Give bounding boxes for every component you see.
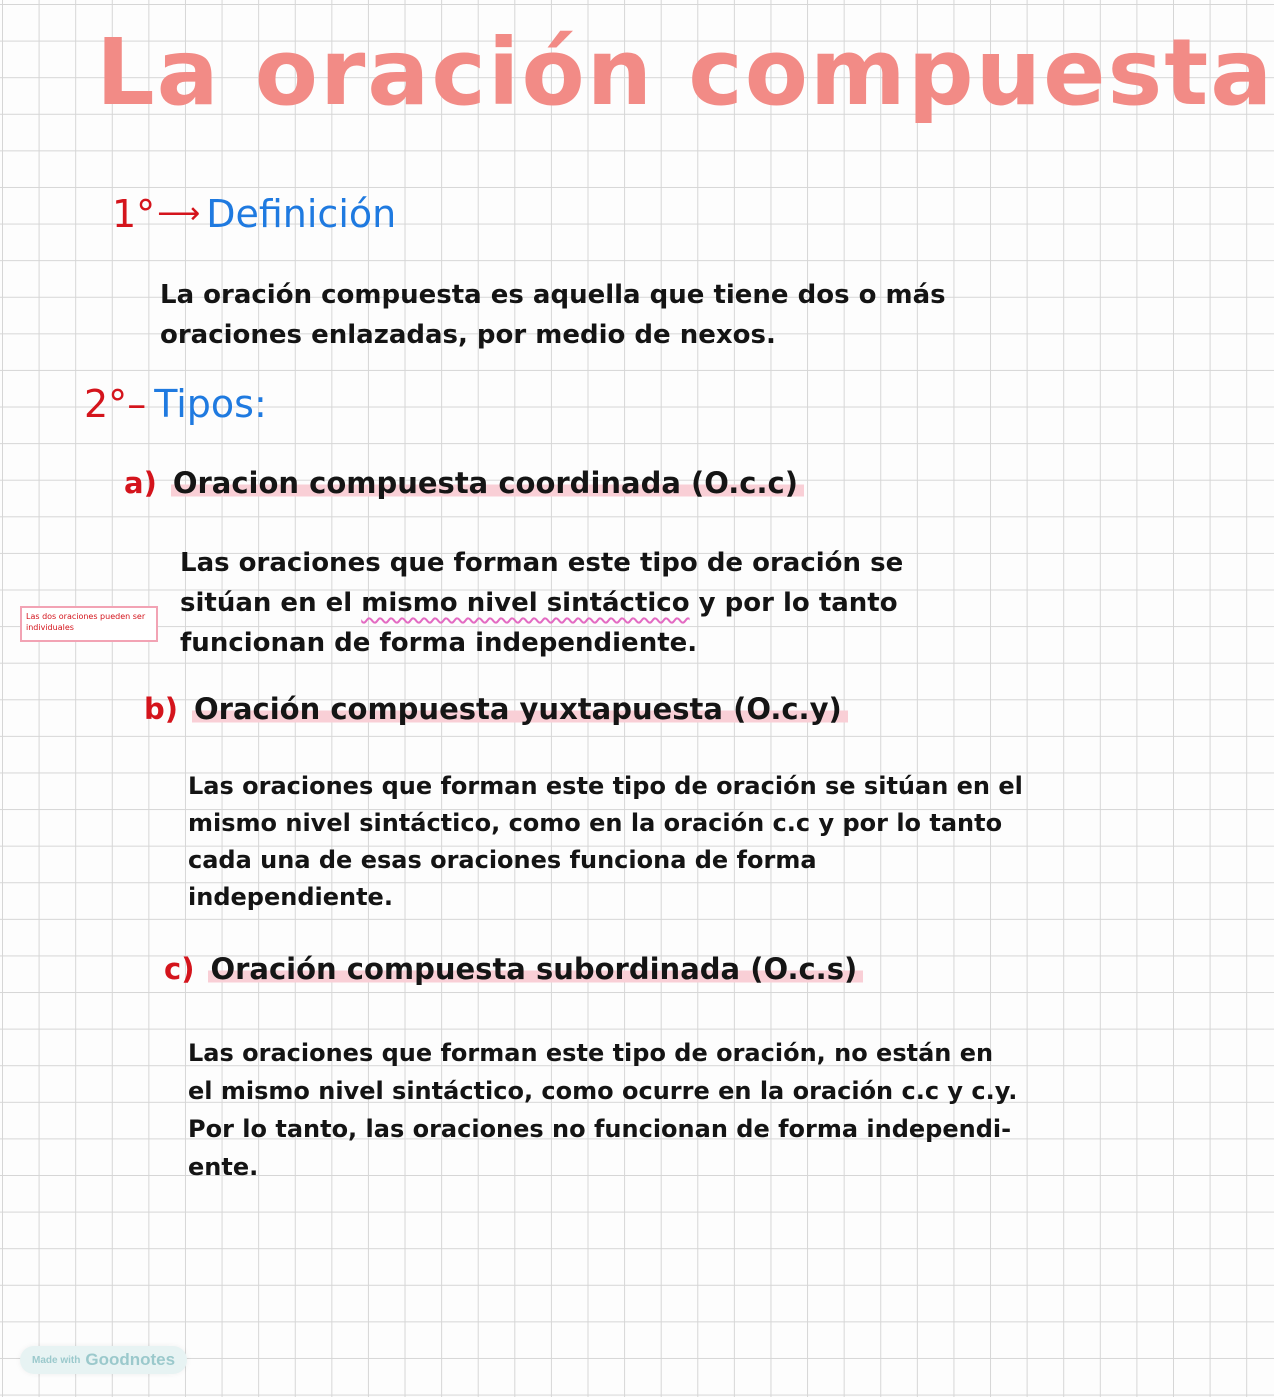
type-a-paragraph	[180, 543, 903, 663]
type-letter: a)	[124, 466, 157, 500]
text-line: Las oraciones que forman este tipo de oración, no están en	[188, 1039, 994, 1067]
type-b-heading	[144, 692, 848, 727]
type-title: Oracion compuesta coordinada (O.c.c)	[171, 466, 804, 500]
type-letter: b)	[144, 692, 179, 726]
text-line: independiente.	[188, 883, 393, 911]
text-line: ente.	[188, 1153, 259, 1181]
text-line: Las oraciones que forman este tipo de oración se	[180, 548, 904, 578]
text-line	[180, 583, 903, 623]
type-b-paragraph	[188, 768, 1023, 916]
margin-note: Las dos oraciones pueden ser individuales	[20, 606, 158, 642]
text-line: el mismo nivel sintáctico, como ocurre en la oración c.c y c.y.	[188, 1077, 1018, 1105]
text-fragment: sitúan en el	[180, 588, 362, 618]
type-title: Oración compuesta subordinada (O.c.s)	[208, 952, 863, 986]
section-label: Definición	[206, 192, 397, 236]
text-line: funcionan de forma independiente.	[180, 628, 698, 658]
section-definition-heading	[112, 192, 396, 238]
section-label: Tipos:	[154, 382, 267, 426]
page-title: La oración compuesta	[96, 19, 1274, 126]
type-c-paragraph	[188, 1034, 1017, 1186]
text-fragment: y por lo tanto	[689, 588, 898, 618]
text-line: oraciones enlazadas, por medio de nexos.	[160, 320, 776, 350]
watermark-made-with: Made with	[32, 1354, 81, 1366]
text-line: La oración compuesta es aquella que tiene dos o más	[160, 280, 946, 310]
highlighted-phrase: mismo nivel sintáctico	[361, 588, 690, 618]
goodnotes-watermark	[20, 1346, 187, 1374]
type-title: Oración compuesta yuxtapuesta (O.c.y)	[192, 692, 848, 726]
type-letter: c)	[164, 952, 195, 986]
text-line: mismo nivel sintáctico, como en la oración c.c y por lo tanto	[188, 809, 1003, 837]
type-c-heading	[164, 952, 863, 987]
text-line: Las oraciones que forman este tipo de oración se sitúan en el	[188, 772, 1023, 800]
text-line: cada una de esas oraciones funciona de forma	[188, 846, 817, 874]
text-line: Por lo tanto, las oraciones no funcionan de forma independi-	[188, 1115, 1012, 1143]
definition-paragraph	[160, 275, 946, 355]
section-number: 1°	[112, 192, 156, 236]
dash-icon: –	[127, 382, 147, 426]
watermark-brand: Goodnotes	[85, 1350, 176, 1369]
arrow-right-icon: ⟶	[157, 196, 201, 231]
section-types-heading	[84, 382, 267, 428]
section-number: 2°	[84, 382, 128, 426]
type-a-heading	[124, 466, 804, 501]
